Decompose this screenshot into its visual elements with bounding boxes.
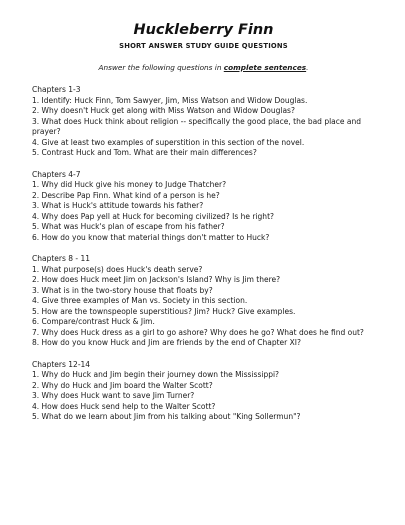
- section-heading: Chapters 12-14: [32, 359, 91, 369]
- instructions-emphasis: complete sentences: [223, 63, 307, 72]
- question-list: [32, 96, 375, 159]
- question-list: [32, 265, 375, 349]
- question-list: [32, 370, 375, 423]
- question-item: 1. What purpose(s) does Huck's death serve?: [32, 264, 203, 274]
- section-heading: Chapters 8 - 11: [32, 254, 91, 263]
- question-item: 6. How do you know that material things don't matter to Huck?: [32, 232, 270, 242]
- question-item: 3. What is in the two-story house that floats by?: [32, 285, 213, 295]
- question-item: 5. What do we learn about Jim from his talking about "King Sollermun"?: [32, 412, 301, 421]
- question-item: 4. Give three examples of Man vs. Society in this section.: [32, 296, 248, 305]
- question-sections: [32, 85, 375, 423]
- section-chapters-1-3: [32, 85, 375, 159]
- instructions-suffix: .: [306, 63, 309, 72]
- question-item: 6. Compare/contrast Huck & Jim.: [32, 317, 155, 326]
- question-item: 3. Why does Huck want to save Jim Turner?: [32, 391, 195, 400]
- instructions: [32, 63, 375, 73]
- document-title: Huckleberry Finn: [133, 22, 274, 38]
- section-chapters-12-14: [32, 360, 375, 423]
- question-item: 1. Identify: Huck Finn, Tom Sawyer, Jim, Miss Watson and Widow Douglas.: [32, 95, 308, 105]
- question-item: 8. How do you know Huck and Jim are friends by the end of Chapter XI?: [32, 338, 301, 347]
- section-chapters-8-11: [32, 254, 375, 349]
- question-item: 5. How are the townspeople superstitious? Jim? Huck? Give examples.: [32, 306, 296, 316]
- question-item: 4. Why does Pap yell at Huck for becoming civilized? Is he right?: [32, 211, 274, 221]
- question-item: 2. Why doesn't Huck get along with Miss Watson and Widow Douglas?: [32, 106, 295, 115]
- question-item: 1. Why did Huck give his money to Judge Thatcher?: [32, 180, 227, 189]
- question-item: 2. Why do Huck and Jim board the Walter Scott?: [32, 380, 213, 390]
- question-item: 5. What was Huck's plan of escape from his father?: [32, 222, 225, 231]
- question-item: 3. What is Huck's attitude towards his father?: [32, 201, 204, 210]
- document-subtitle: SHORT ANSWER STUDY GUIDE QUESTIONS: [119, 42, 288, 50]
- question-item: 4. Give at least two examples of superstition in this section of the novel.: [32, 137, 305, 147]
- question-item: 7. Why does Huck dress as a girl to go ashore? Why does he go? What does he find out?: [32, 327, 364, 337]
- question-item: 1. Why do Huck and Jim begin their journey down the Mississippi?: [32, 370, 280, 379]
- question-item: 2. Describe Pap Finn. What kind of a person is he?: [32, 190, 220, 200]
- section-chapters-4-7: [32, 170, 375, 244]
- instructions-prefix: Answer the following questions in: [98, 63, 224, 72]
- question-item: 2. How does Huck meet Jim on Jackson's Island? Why is Jim there?: [32, 275, 281, 284]
- section-heading: Chapters 4-7: [32, 169, 81, 179]
- question-item: 4. How does Huck send help to the Walter Scott?: [32, 401, 216, 411]
- question-item: 3. What does Huck think about religion -- specifically the good place, the bad place and prayer?: [32, 116, 361, 136]
- question-list: [32, 180, 375, 243]
- question-item: 5. Contrast Huck and Tom. What are their main differences?: [32, 148, 257, 157]
- section-heading: Chapters 1-3: [32, 85, 81, 94]
